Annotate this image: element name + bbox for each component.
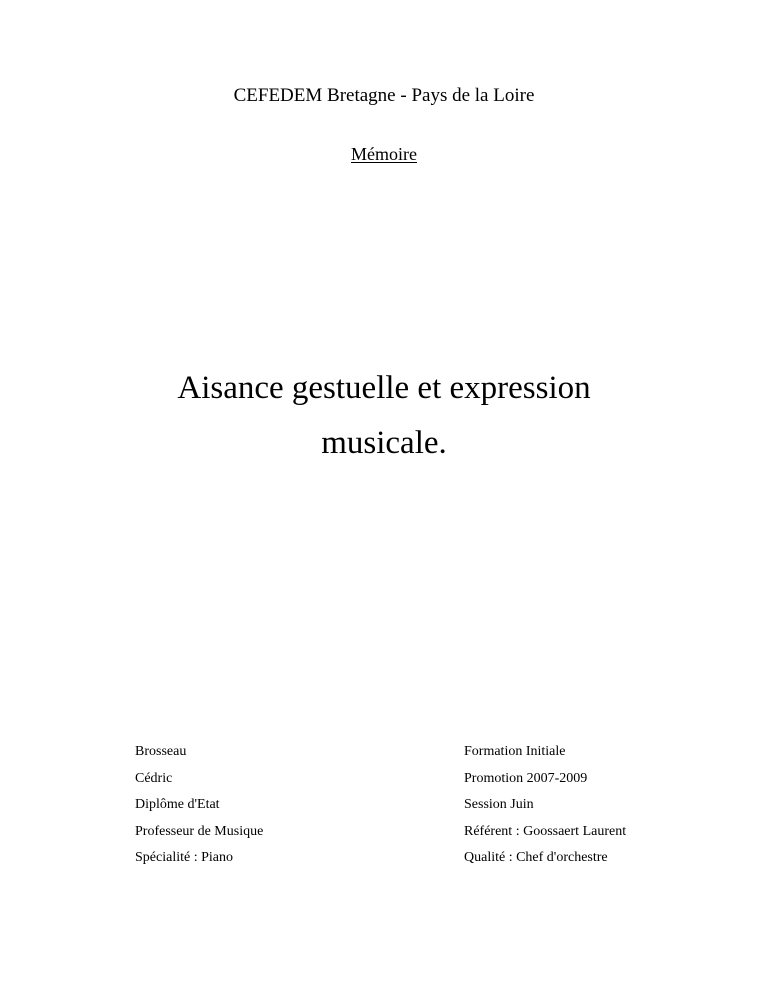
diploma: Diplôme d'Etat (135, 797, 220, 812)
author-first-name: Cédric (135, 770, 173, 786)
program-info-column (464, 744, 626, 877)
document-title-line-2: musicale. (321, 425, 447, 461)
institution-name: CEFEDEM Bretagne - Pays de la Loire (233, 85, 535, 106)
referent-role: Qualité : Chef d'orchestre (464, 850, 608, 865)
training-type: Formation Initiale (464, 744, 566, 759)
document-title-line-1: Aisance gestuelle et expression (177, 370, 591, 406)
promotion: Promotion 2007-2009 (464, 770, 588, 786)
author-info-column (135, 744, 263, 877)
document-type-label: Mémoire (351, 144, 417, 164)
document-type (0, 143, 768, 165)
author-surname: Brosseau (135, 744, 187, 759)
profession: Professeur de Musique (135, 823, 264, 839)
speciality: Spécialité : Piano (135, 850, 233, 865)
session: Session Juin (464, 797, 534, 812)
referent: Référent : Goossaert Laurent (464, 823, 627, 839)
